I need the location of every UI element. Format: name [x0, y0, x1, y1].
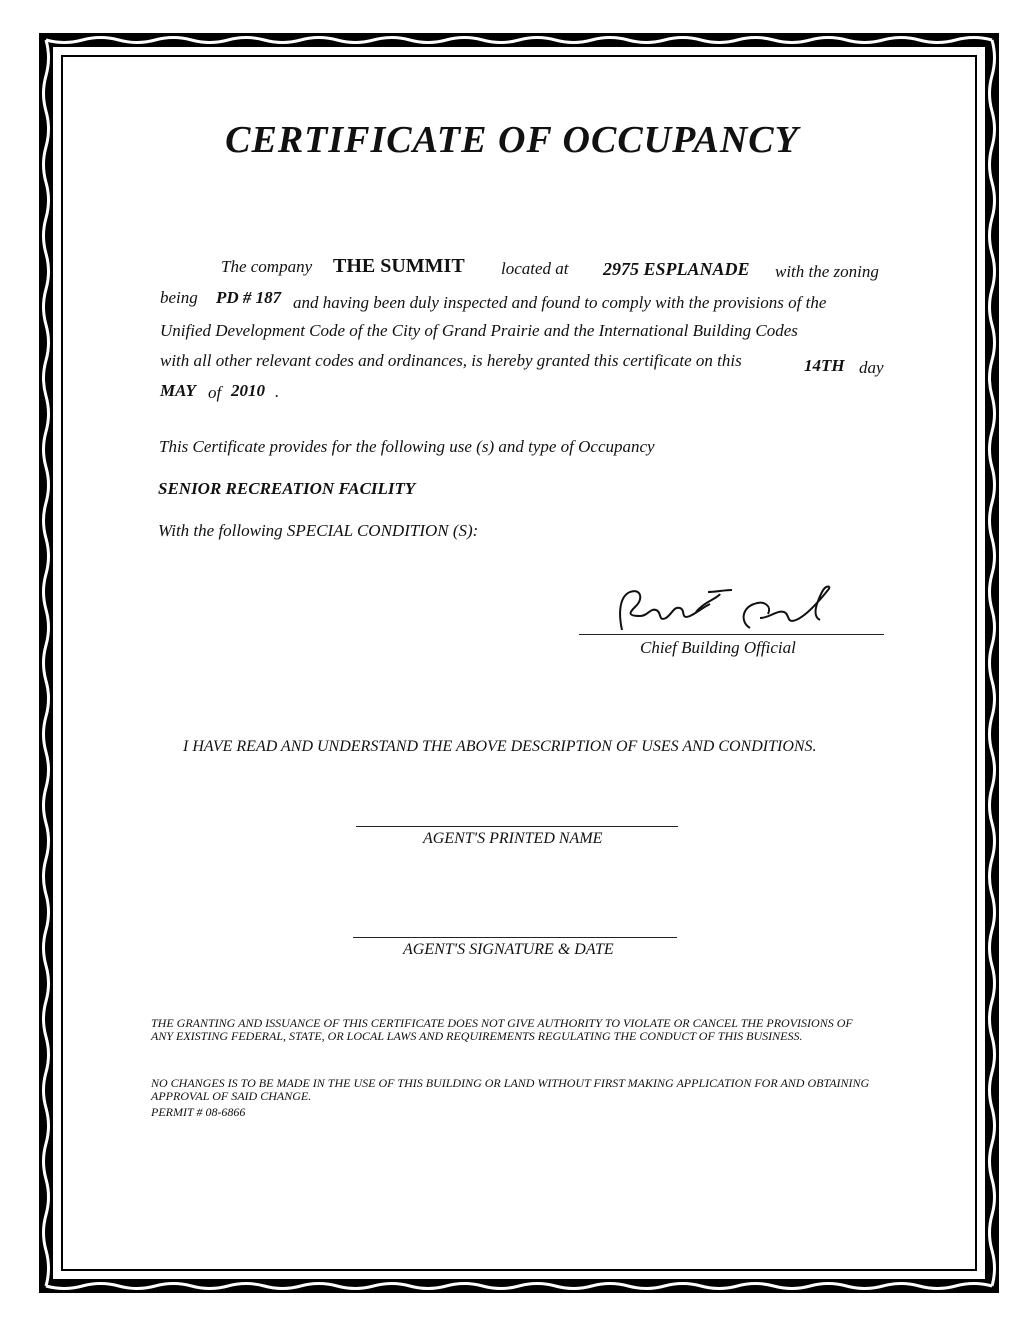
- period: .: [275, 382, 280, 401]
- paragraph-line-3: Unified Development Code of the City of Grand Prairie and the International Building Codes: [160, 321, 798, 340]
- of-word: of: [208, 383, 222, 402]
- year-value: 2010: [231, 381, 265, 400]
- located-at-text: located at: [501, 259, 569, 278]
- certificate-title: CERTIFICATE OF OCCUPANCY: [225, 119, 799, 161]
- zoning-value: PD # 187: [216, 288, 282, 307]
- day-value: 14TH: [804, 356, 845, 375]
- use-intro-text: This Certificate provides for the following use (s) and type of Occupancy: [159, 437, 655, 456]
- agent-printed-name-line: [356, 826, 678, 827]
- with-zoning-text: with the zoning: [775, 262, 879, 281]
- being-text: being: [160, 288, 198, 307]
- official-signature: [600, 582, 840, 642]
- address-value: 2975 ESPLANADE: [603, 259, 750, 279]
- the-company-text: The company: [221, 257, 313, 276]
- agent-printed-name-label: AGENT'S PRINTED NAME: [423, 830, 603, 847]
- disclaimer-granting: THE GRANTING AND ISSUANCE OF THIS CERTIFICATE DOES NOT GIVE AUTHORITY TO VIOLATE OR CANCEL THE PROVISIONS OF ANY EXISTING FEDERAL, STATE, OR LOCAL LAWS AND REQUIREMENTS REGULATING THE CONDUCT OF THIS BUSINESS.: [151, 1016, 853, 1043]
- official-signature-line: [579, 634, 884, 635]
- acknowledgement-text: I HAVE READ AND UNDERSTAND THE ABOVE DESCRIPTION OF USES AND CONDITIONS.: [183, 738, 817, 755]
- permit-number: PERMIT # 08-6866: [151, 1105, 246, 1119]
- special-conditions-label: With the following SPECIAL CONDITION (S):: [158, 521, 479, 540]
- company-name: THE SUMMIT: [333, 255, 465, 277]
- day-word: day: [859, 358, 884, 377]
- agent-signature-line: [353, 937, 677, 938]
- month-value: MAY: [160, 381, 196, 400]
- paragraph-line-4: with all other relevant codes and ordinances, is hereby granted this certificate on this: [160, 351, 742, 370]
- paragraph-line-2: and having been duly inspected and found to comply with the provisions of the: [293, 293, 827, 312]
- disclaimer-no-changes: NO CHANGES IS TO BE MADE IN THE USE OF THIS BUILDING OR LAND WITHOUT FIRST MAKING APPLICATION FOR AND OBTAINING APPROVAL OF SAID CHANGE.: [151, 1076, 870, 1103]
- official-title: Chief Building Official: [640, 638, 796, 657]
- use-type-value: SENIOR RECREATION FACILITY: [158, 479, 416, 498]
- agent-signature-label: AGENT'S SIGNATURE & DATE: [403, 941, 614, 958]
